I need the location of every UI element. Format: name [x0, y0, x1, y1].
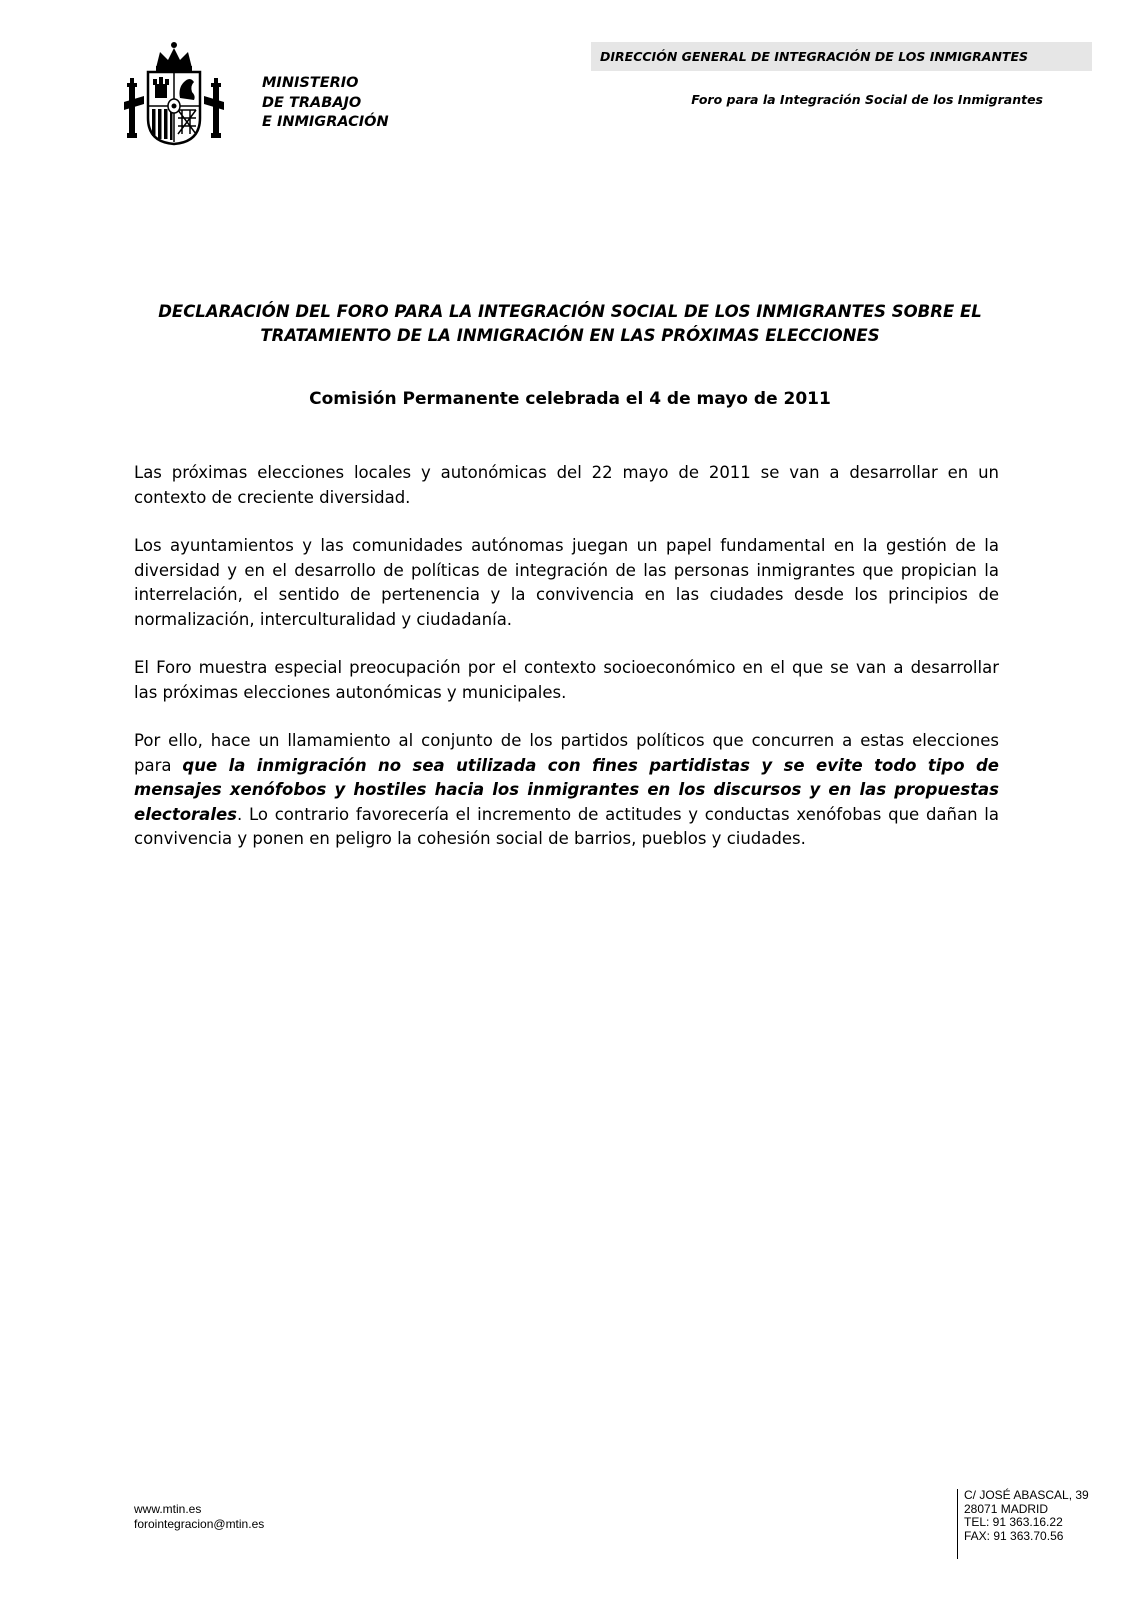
paragraph-3: El Foro muestra especial preocupación por el contexto socioeconómico en el que se van a desarrollar las próximas elecciones autonómicas y municipales.	[134, 658, 999, 702]
footer-contact	[134, 1502, 264, 1531]
ministry-line-2: DE TRABAJO	[262, 94, 362, 111]
address-line-4: FAX: 91 363.70.56	[964, 1528, 1064, 1543]
paragraph-2: Los ayuntamientos y las comunidades autónomas juegan un papel fundamental en la gestión de la diversidad y en el desarrollo de políticas de integración de las personas inmigrantes que propician la interrelación, el sentido de pertenencia y la convivencia en las ciudades desde los principios de normalización, interculturalidad y ciudadanía.	[134, 536, 999, 629]
footer-address	[964, 1489, 1089, 1543]
ministry-line-1: MINISTERIO	[262, 75, 359, 91]
footer-website-link[interactable]: www.mtin.es	[134, 1502, 202, 1516]
footer-divider	[957, 1489, 958, 1559]
paragraph-4-outro: . Lo contrario favorecería el incremento de actitudes y conductas xenófobas que dañan la convivencia y ponen en peligro la cohesión social de barrios, pueblos y ciudades.	[134, 804, 999, 848]
address-line-2: 28071 MADRID	[964, 1501, 1049, 1516]
forum-name: Foro para la Integración Social de los Inmigrantes	[691, 92, 1043, 107]
title-line-1: DECLARACIÓN DEL FORO PARA LA INTEGRACIÓN SOCIAL DE LOS INMIGRANTES SOBRE EL	[158, 302, 982, 321]
ministry-line-3: E INMIGRACIÓN	[262, 114, 389, 130]
ministry-name	[262, 74, 389, 133]
address-line-1: C/ JOSÉ ABASCAL, 39	[964, 1488, 1089, 1502]
address-line-3: TEL: 91 363.16.22	[964, 1515, 1063, 1529]
directorate-banner: DIRECCIÓN GENERAL DE INTEGRACIÓN DE LOS INMIGRANTES	[591, 42, 1092, 71]
paragraph-1: Las próximas elecciones locales y autonómicas del 22 mayo de 2011 se van a desarrollar en un contexto de creciente diversidad.	[134, 463, 999, 507]
coat-of-arms-icon	[124, 38, 224, 146]
paragraph-4	[134, 729, 999, 852]
title-line-2: TRATAMIENTO DE LA INMIGRACIÓN EN LAS PRÓXIMAS ELECCIONES	[260, 326, 880, 345]
footer-email-link[interactable]: forointegracion@mtin.es	[134, 1516, 265, 1531]
paragraph-4-emphasis: que la inmigración no sea utilizada con fines partidistas y se evite todo tipo de mensajes xenófobos y hostiles hacia los inmigrantes en los discursos y en las propuestas electorales	[134, 755, 999, 824]
document-body	[134, 461, 999, 876]
document-title	[100, 300, 1040, 348]
document-subtitle: Comisión Permanente celebrada el 4 de mayo de 2011	[309, 389, 831, 409]
paragraph-4-intro: Por ello, hace un llamamiento al conjunto de los partidos políticos que concurren a estas elecciones para	[134, 731, 999, 775]
